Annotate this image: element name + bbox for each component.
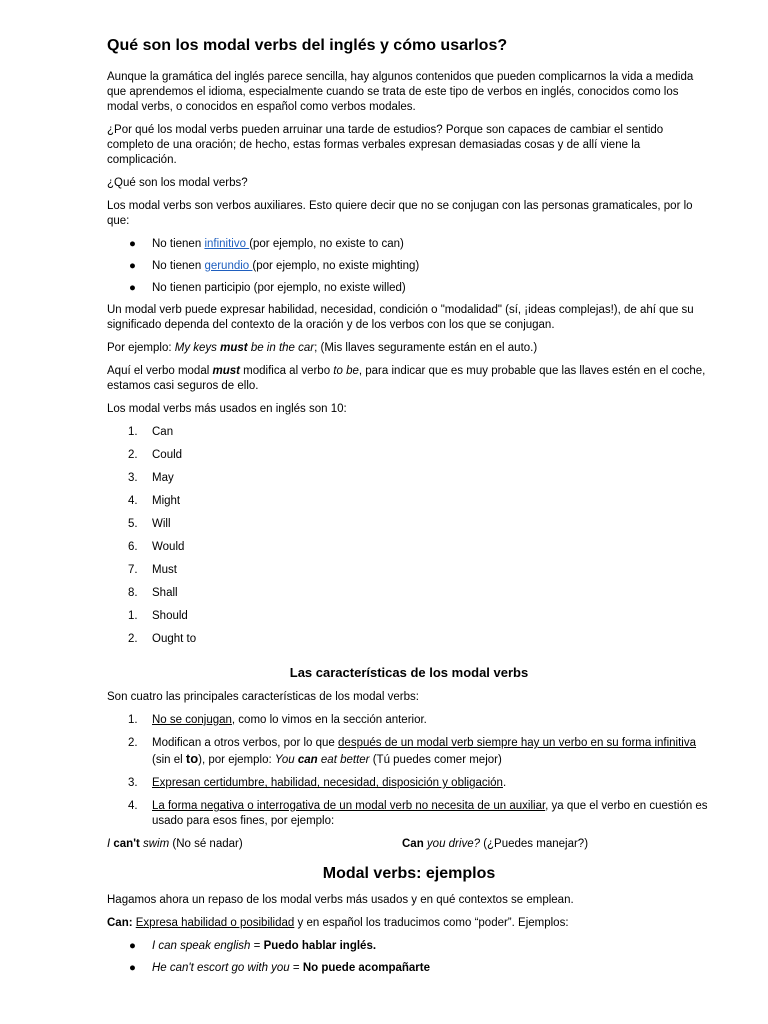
- example-line: Por ejemplo: My keys must be in the car; (Mis llaves seguramente están en el auto.): [107, 342, 538, 354]
- list-item: 5. Will: [128, 518, 171, 530]
- list-item: ● No tienen gerundio (por ejemplo, no existe mighting): [129, 260, 420, 272]
- list-item: 2. Ought to: [128, 633, 197, 645]
- why-paragraph: ¿Por qué los modal verbs pueden arruinar una tarde de estudios? Porque son capaces de cambiar el sentido completo de una oración; de hecho, estas formas verbales expresan demasiadas cosas y de allí viene la complicación.: [107, 124, 664, 166]
- question-example: Can you drive? (¿Puedes manejar?): [402, 838, 589, 850]
- characteristics-intro: Son cuatro las principales características de los modal verbs:: [107, 691, 419, 703]
- list-item: 7. Must: [128, 564, 177, 576]
- list-item: ● No tienen participio (por ejemplo, no existe willed): [129, 282, 406, 294]
- list-item: 3. Expresan certidumbre, habilidad, necesidad, disposición y obligación.: [128, 777, 507, 789]
- list-item: 1. No se conjugan, como lo vimos en la sección anterior.: [128, 714, 427, 726]
- list-item: 4. Might: [128, 495, 181, 507]
- page-title: Qué son los modal verbs del inglés y cómo usarlos?: [107, 37, 508, 54]
- question-heading: ¿Qué son los modal verbs?: [107, 177, 248, 189]
- list-item: 6. Would: [128, 541, 185, 553]
- document-content: [107, 36, 711, 983]
- list-item: 2. Modifican a otros verbos, por lo que después de un modal verb siempre hay un verbo en su forma infinitiva (sin el to), por ejemplo: You can eat better (Tú puedes comer mejor): [128, 737, 697, 766]
- modality-paragraph: Un modal verb puede expresar habilidad, necesidad, condición o "modalidad" (sí, ¡ideas complejas!), de ahí que su significado dependa del contexto de la oración y de los verbos con los que se conjugan.: [107, 304, 694, 331]
- bullet-icon: ●: [129, 282, 136, 294]
- bullet-icon: ●: [129, 940, 136, 952]
- gerundio-link[interactable]: gerundio: [204, 260, 253, 272]
- list-item: 3. May: [128, 472, 174, 484]
- negative-example: I can't swim (No sé nadar): [107, 838, 243, 850]
- examples-row: [107, 837, 711, 852]
- list-item: ● I can speak english = Puedo hablar inglés.: [129, 940, 377, 952]
- list-item: 1. Should: [128, 610, 188, 622]
- list-item: 1. Can: [128, 426, 174, 438]
- can-examples-list: [107, 939, 711, 976]
- most-used-heading: Los modal verbs más usados en inglés son 10:: [107, 403, 347, 415]
- explanation-paragraph: Aquí el verbo modal must modifica al verbo to be, para indicar que es muy probable que las llaves estén en el coche, estamos casi seguros de ello.: [107, 365, 706, 392]
- list-item: 4. La forma negativa o interrogativa de un modal verb no necesita de un auxiliar, ya que el verbo en cuestión es usado para esos fines, por ejemplo:: [128, 800, 708, 827]
- list-item: ● No tienen infinitivo (por ejemplo, no existe to can): [129, 238, 404, 250]
- intro-paragraph: Aunque la gramática del inglés parece sencilla, hay algunos contenidos que pueden complicarnos la vida a medida que aprendemos el idioma, especialmente cuando se trata de este tipo de verbos en inglés, conocidos como los modal verbs, o conocidos en español como verbos modales.: [107, 71, 694, 113]
- bullet-icon: ●: [129, 260, 136, 272]
- list-item: 2. Could: [128, 449, 183, 461]
- characteristics-list: [107, 713, 711, 829]
- list-item: ● He can't escort go with you = No puede acompañarte: [129, 962, 430, 974]
- infinitivo-link[interactable]: infinitivo: [204, 238, 250, 250]
- not-have-list: [107, 237, 711, 296]
- bullet-icon: ●: [129, 238, 136, 250]
- modal-verbs-list: [107, 425, 711, 655]
- definition-paragraph: Los modal verbs son verbos auxiliares. Esto quiere decir que no se conjugan con las personas gramaticales, por lo que:: [107, 200, 693, 227]
- list-item: 8. Shall: [128, 587, 178, 599]
- can-line: Can: Expresa habilidad o posibilidad y en español los traducimos como “poder”. Ejemplos:: [107, 917, 569, 929]
- examples-intro: Hagamos ahora un repaso de los modal verbs más usados y en qué contextos se emplean.: [107, 894, 574, 906]
- section-heading-examples: Modal verbs: ejemplos: [322, 865, 496, 882]
- section-heading-characteristics: Las características de los modal verbs: [289, 665, 529, 680]
- bullet-icon: ●: [129, 962, 136, 974]
